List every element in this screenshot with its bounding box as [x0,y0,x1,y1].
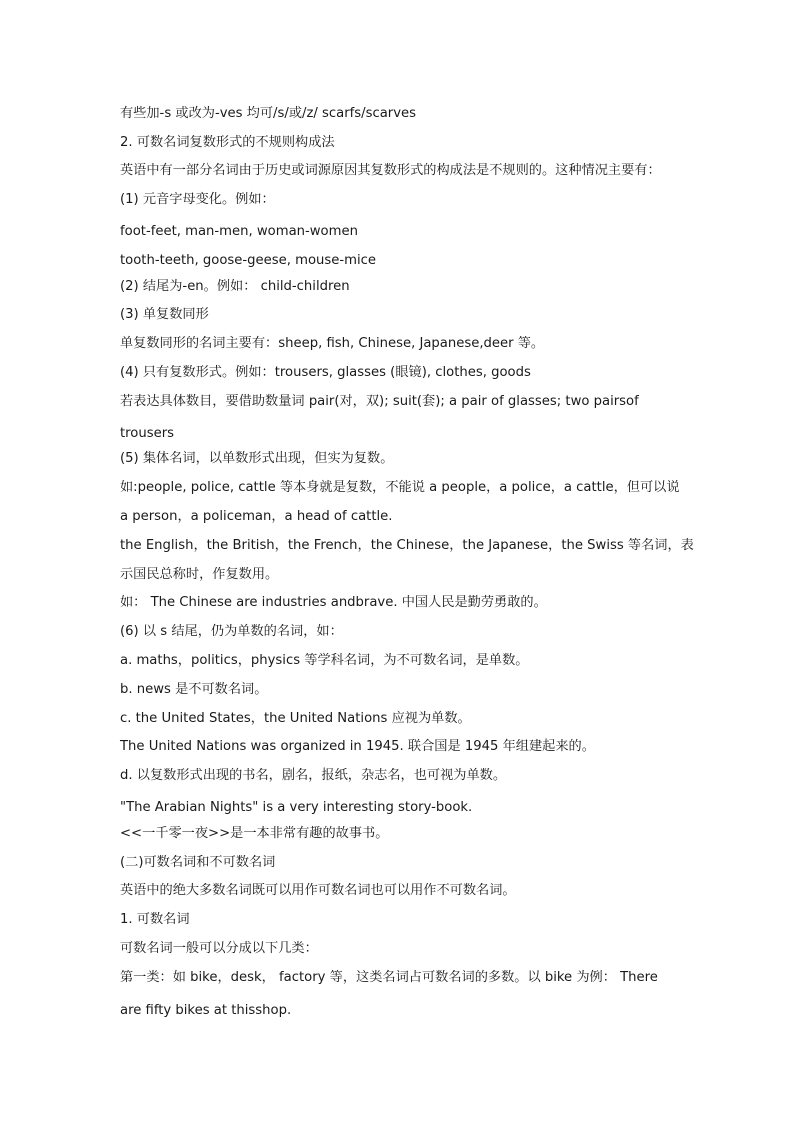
section-heading: (二)可数名词和不可数名词 [120,855,276,870]
text-line: 英语中有一部分名词由于历史或词源原因其复数形式的构成法是不规则的。这种情况主要有： [120,163,661,178]
text-line: 第一类：如 bike，desk， factory 等，这类名词占可数名词的多数。以 bike 为例： There [120,970,658,985]
text-line: are fifty bikes at thisshop. [120,1003,292,1018]
text-line: 若表达具体数目，要借助数量词 pair(对，双); suit(套); a pair of glasses; two pairsof [120,394,639,409]
list-item-heading: (5) 集体名词，以单数形式出现，但实为复数。 [120,451,394,466]
text-line: 如:people, police, cattle 等本身就是复数，不能说 a people，a police，a cattle，但可以说 [120,480,680,495]
example-line: foot-feet, man-men, woman-women [120,224,358,239]
text-line: 示国民总称时，作复数用。 [120,567,279,582]
text-line: c. the United States，the United Nations 应视为单数。 [120,711,471,726]
text-line: 有些加-s 或改为-ves 均可/s/或/z/ scarfs/scarves [120,106,416,121]
example-line: The United Nations was organized in 1945. 联合国是 1945 年组建起来的。 [120,739,595,754]
text-line: 单复数同形的名词主要有：sheep, fish, Chinese, Japanese,deer 等。 [120,336,545,351]
text-line: 英语中的绝大多数名词既可以用作可数名词也可以用作不可数名词。 [120,883,516,898]
list-item-heading: (2) 结尾为-en。例如： child-children [120,279,350,294]
section-heading: 2. 可数名词复数形式的不规则构成法 [120,135,335,150]
text-line: d. 以复数形式出现的书名，剧名，报纸，杂志名，也可视为单数。 [120,768,507,783]
section-heading: 1. 可数名词 [120,912,190,927]
text-line: a person，a policeman，a head of cattle. [120,509,393,524]
example-line: tooth-teeth, goose-geese, mouse-mice [120,253,377,268]
example-line: <<一千零一夜>>是一本非常有趣的故事书。 [120,826,389,841]
text-line: the English，the British，the French，the Chinese，the Japanese，the Swiss 等名词，表 [120,538,694,553]
list-item-heading: (1) 元音字母变化。例如： [120,192,275,207]
example-line: 如： The Chinese are industries andbrave. 中国人民是勤劳勇敢的。 [120,595,547,610]
text-line: trousers [120,426,175,441]
text-line: b. news 是不可数名词。 [120,682,268,697]
list-item-heading: (4) 只有复数形式。例如：trousers, glasses (眼镜), clothes, goods [120,365,531,380]
example-line: "The Arabian Nights" is a very interesting story-book. [120,800,473,815]
list-item-heading: (6) 以 s 结尾，仍为单数的名词，如： [120,624,343,639]
list-item-heading: (3) 单复数同形 [120,307,209,322]
text-line: 可数名词一般可以分成以下几类： [120,941,318,956]
text-line: a. maths，politics，physics 等学科名词，为不可数名词，是单数。 [120,653,529,668]
